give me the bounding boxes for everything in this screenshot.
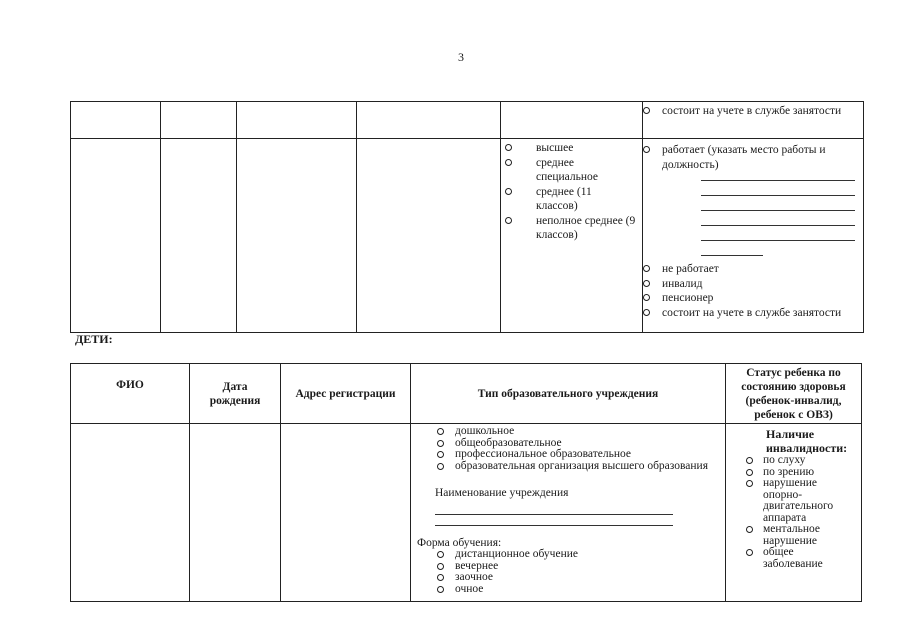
disability-option: ментальное нарушение [763, 523, 821, 547]
education-option: высшее [536, 142, 574, 154]
institution-name-label: Наименование учреждения [435, 487, 569, 499]
circle-bullet-icon [505, 144, 512, 151]
parents-table [70, 101, 864, 333]
circle-bullet-icon [437, 574, 444, 581]
fill-line [435, 514, 673, 515]
cell [281, 424, 411, 602]
circle-bullet-icon [746, 526, 753, 533]
circle-bullet-icon [746, 549, 753, 556]
study-form-option: очное [455, 582, 484, 595]
employment-option: работает (указать место работы и должность) [662, 144, 826, 171]
fill-line [701, 180, 855, 181]
disability-option: общее заболевание [763, 546, 823, 570]
circle-bullet-icon [437, 440, 444, 447]
employment-cell-top [643, 102, 864, 139]
study-form-option: вечернее [455, 559, 499, 572]
fill-line [701, 195, 855, 196]
education-option: неполное среднее (9 классов) [536, 214, 636, 241]
education-cell [501, 139, 643, 333]
employment-option: состоит на учете в службе занятости [662, 306, 842, 319]
cell [161, 139, 237, 333]
circle-bullet-icon [437, 586, 444, 593]
circle-bullet-icon [437, 428, 444, 435]
circle-bullet-icon [437, 463, 444, 470]
circle-bullet-icon [505, 217, 512, 224]
employment-cell [643, 139, 864, 333]
education-option: среднее специальное [536, 156, 599, 183]
employment-option: пенсионер [662, 292, 714, 304]
cell [71, 139, 161, 333]
children-heading: ДЕТИ: [75, 332, 113, 346]
circle-bullet-icon [746, 457, 753, 464]
circle-bullet-icon [643, 280, 650, 287]
employment-option: инвалид [662, 277, 703, 290]
circle-bullet-icon [643, 309, 650, 316]
children-table [70, 363, 862, 602]
cell [237, 102, 357, 139]
circle-bullet-icon [643, 146, 650, 153]
header-health-status: Статус ребенка по состоянию здоровья (ребенок-инвалид, ребенок с ОВЗ) [726, 364, 862, 424]
cell [161, 102, 237, 139]
header-fio: ФИО [71, 364, 190, 424]
study-form-option: дистанционное обучение [455, 548, 578, 560]
employment-option: не работает [662, 263, 719, 275]
header-birth-date: Дата рождения [190, 364, 281, 424]
circle-bullet-icon [643, 294, 650, 301]
disability-option: по зрению [763, 465, 815, 478]
circle-bullet-icon [643, 265, 650, 272]
circle-bullet-icon [437, 451, 444, 458]
employment-option: состоит на учете в службе занятости [662, 105, 842, 117]
page-number: 3 [458, 50, 464, 64]
institution-type-option: дошкольное [455, 425, 515, 437]
circle-bullet-icon [505, 159, 512, 166]
institution-type-option: общеобразовательное [455, 436, 562, 449]
cell [501, 102, 643, 139]
education-option: среднее (11 классов) [536, 185, 592, 212]
fill-line [701, 255, 763, 256]
cell [357, 139, 501, 333]
fill-line [701, 225, 855, 226]
disability-option: нарушение опорно-двигательного аппарата [763, 477, 834, 524]
header-institution-type: Тип образовательного учреждения [411, 364, 726, 424]
fill-line [701, 240, 855, 241]
circle-bullet-icon [437, 563, 444, 570]
institution-type-option: профессиональное образовательное [455, 448, 632, 460]
study-form-option: заочное [455, 571, 494, 583]
circle-bullet-icon [643, 107, 650, 114]
cell [357, 102, 501, 139]
cell [71, 102, 161, 139]
fill-line [701, 210, 855, 211]
circle-bullet-icon [437, 551, 444, 558]
cell [71, 424, 190, 602]
disability-label: Наличие инвалидности: [766, 427, 848, 455]
health-cell [726, 424, 862, 602]
circle-bullet-icon [505, 188, 512, 195]
institution-cell [411, 424, 726, 602]
institution-type-option: образовательная организация высшего образования [455, 459, 708, 472]
header-address: Адрес регистрации [281, 364, 411, 424]
cell [190, 424, 281, 602]
cell [237, 139, 357, 333]
study-form-label: Форма обучения: [417, 536, 502, 549]
circle-bullet-icon [746, 469, 753, 476]
fill-line [435, 525, 673, 526]
circle-bullet-icon [746, 480, 753, 487]
disability-option: по слуху [763, 454, 806, 466]
